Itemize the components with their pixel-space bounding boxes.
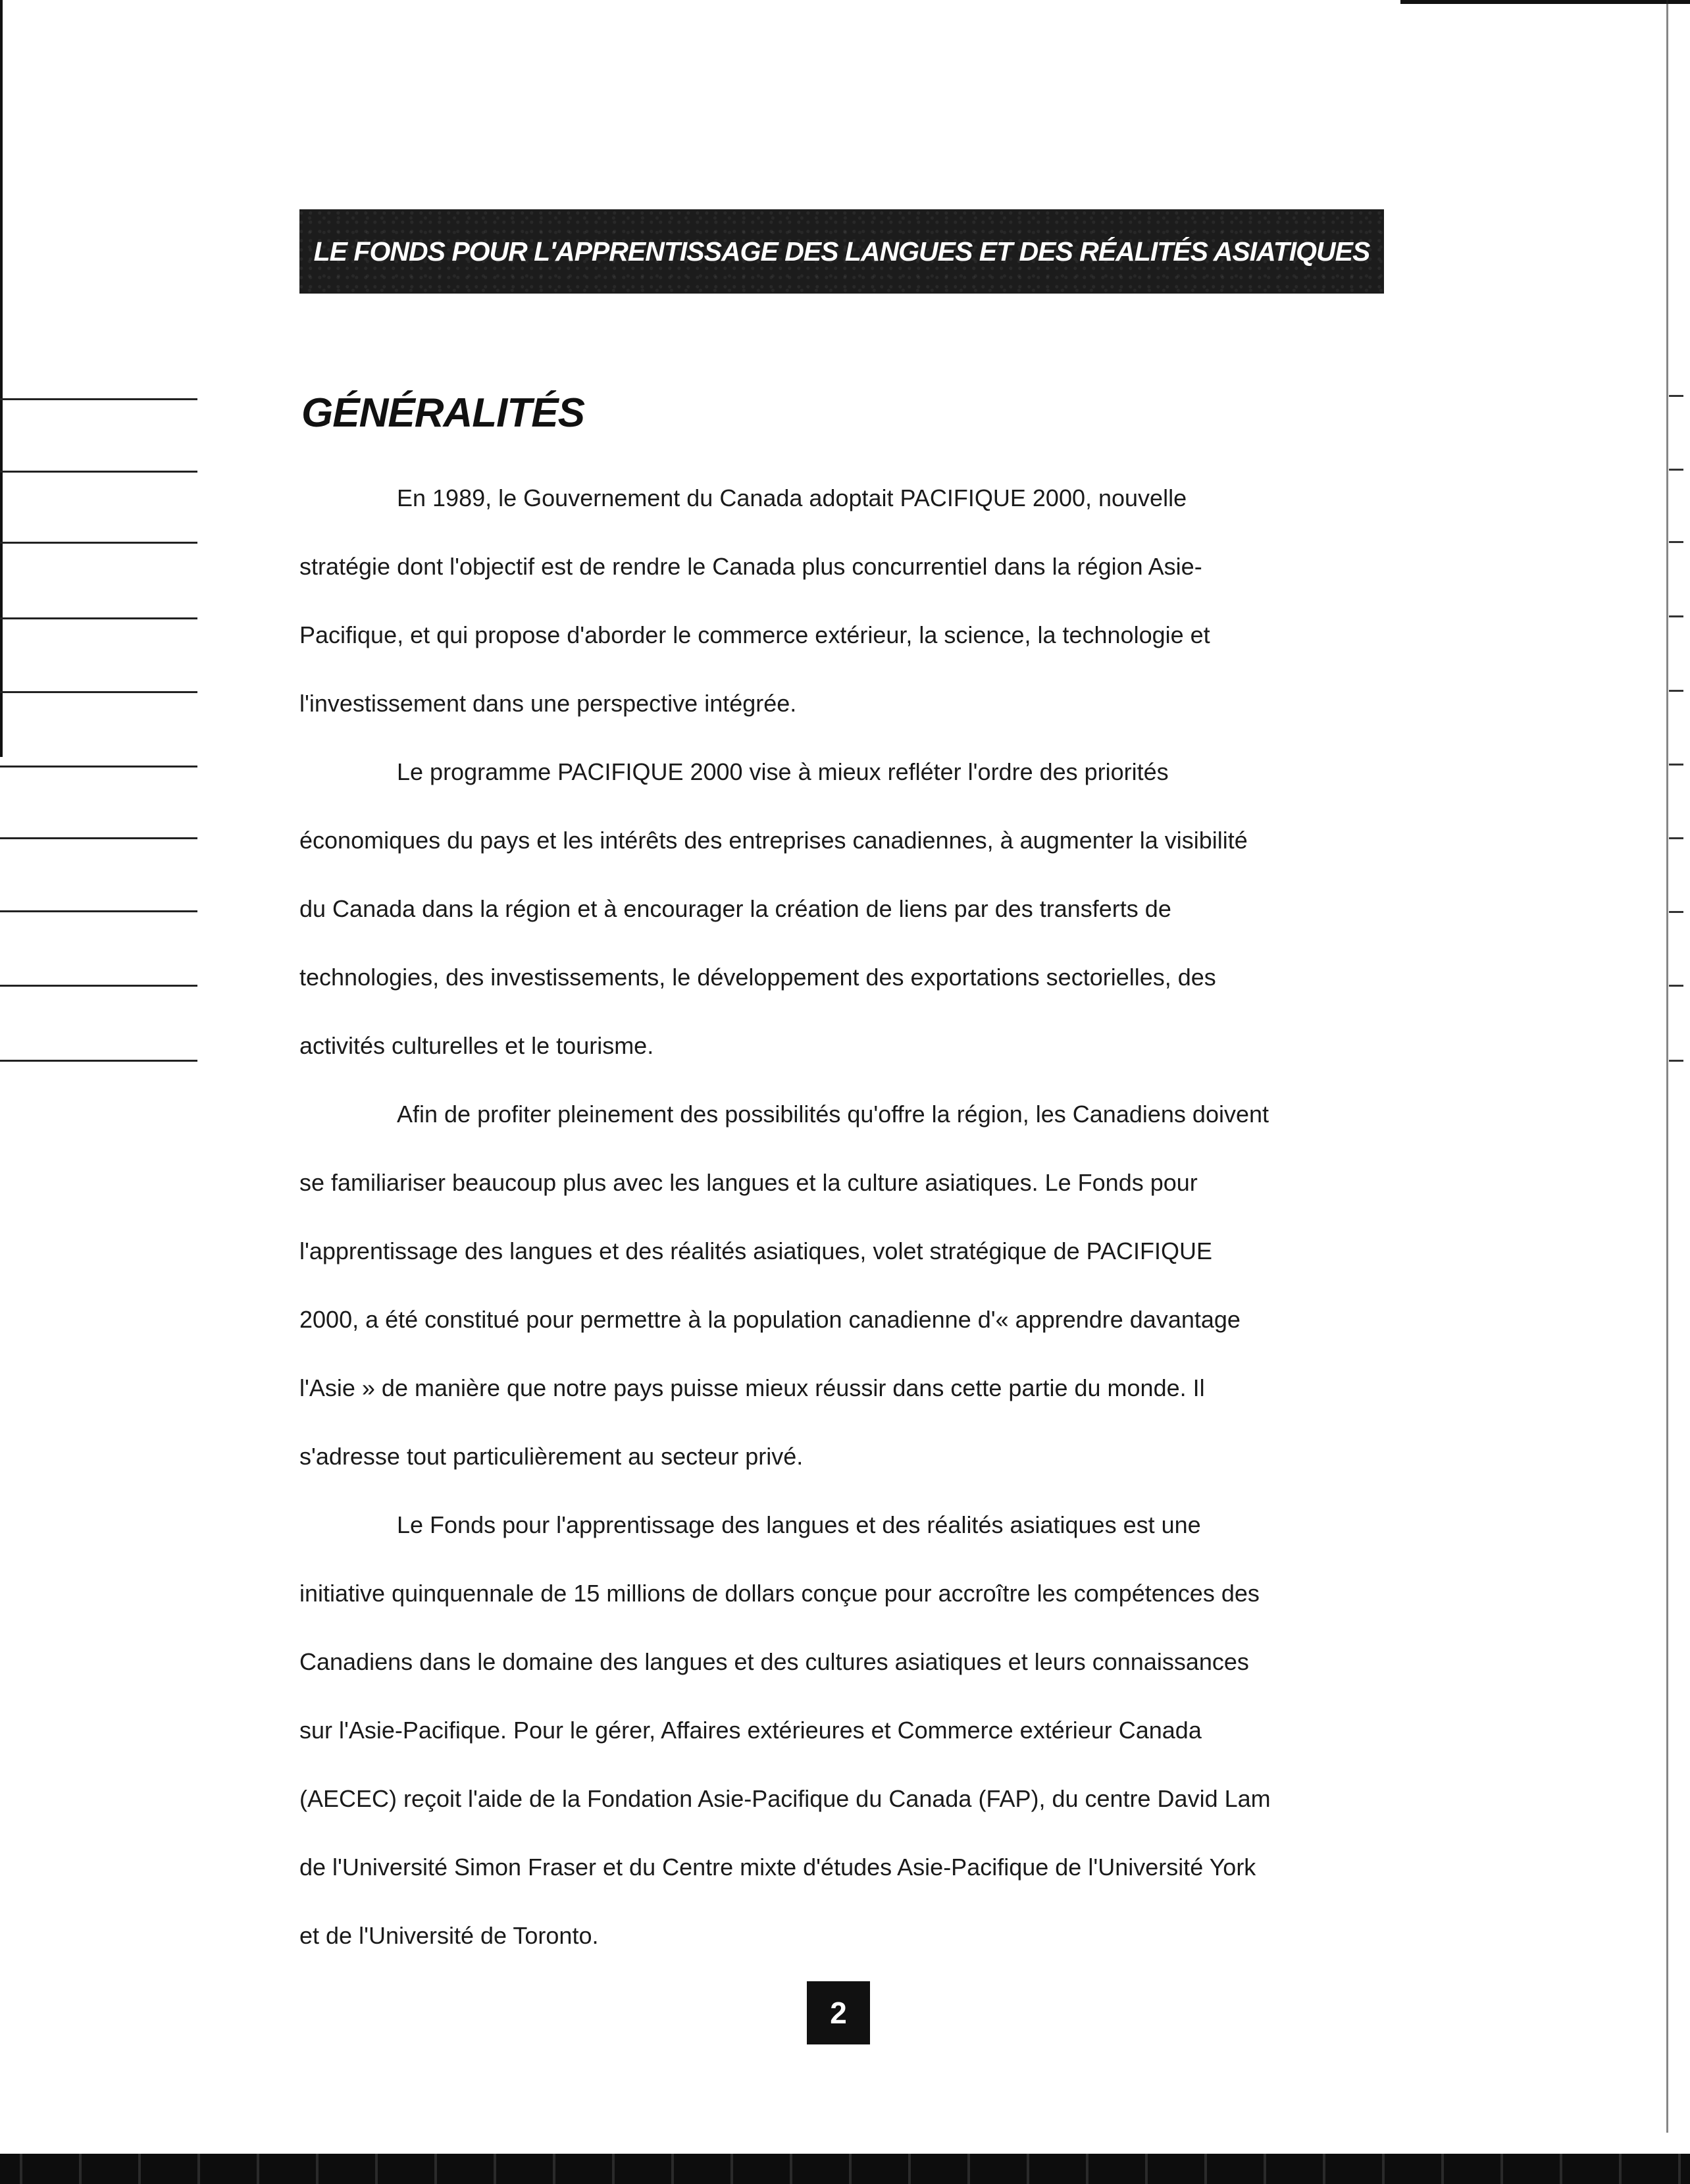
paragraph — [299, 464, 1385, 738]
text-line: technologies, des investissements, le développement des exportations sectorielles, des — [299, 964, 1216, 991]
scan-edge-top — [1400, 0, 1690, 4]
text-line: sur l'Asie-Pacifique. Pour le gérer, Affaires extérieures et Commerce extérieur Canada — [299, 1717, 1202, 1744]
margin-rule — [0, 837, 197, 839]
text-line: (AECEC) reçoit l'aide de la Fondation Asie-Pacifique du Canada (FAP), du centre David Lam — [299, 1785, 1271, 1812]
text-line: et de l'Université de Toronto. — [299, 1922, 599, 1949]
section-heading: GÉNÉRALITÉS — [301, 390, 584, 436]
margin-tick — [1669, 615, 1683, 617]
margin-tick — [1669, 764, 1683, 766]
margin-rule — [0, 691, 197, 693]
text-line: Afin de profiter pleinement des possibilités qu'offre la région, les Canadiens doivent — [397, 1101, 1269, 1128]
paragraph — [299, 1491, 1385, 1970]
margin-rule — [0, 398, 197, 400]
text-line: Le programme PACIFIQUE 2000 vise à mieux refléter l'ordre des priorités — [397, 758, 1169, 785]
scan-edge-bottom — [0, 2154, 1690, 2184]
text-line: Canadiens dans le domaine des langues et des cultures asiatiques et leurs connaissances — [299, 1648, 1249, 1675]
margin-tick — [1669, 985, 1683, 987]
margin-rule — [0, 542, 197, 544]
margin-tick — [1669, 690, 1683, 692]
text-line: l'Asie » de manière que notre pays puisse mieux réussir dans cette partie du monde. Il — [299, 1374, 1205, 1401]
margin-rule — [0, 766, 197, 767]
margin-rule — [0, 985, 197, 987]
margin-rule — [0, 1060, 197, 1062]
text-line: activités culturelles et le tourisme. — [299, 1032, 654, 1059]
margin-tick — [1669, 541, 1683, 543]
scan-edge-left — [0, 0, 3, 757]
text-line: 2000, a été constitué pour permettre à la population canadienne d'« apprendre davantage — [299, 1306, 1241, 1333]
text-line: initiative quinquennale de 15 millions de dollars conçue pour accroître les compétences des — [299, 1580, 1260, 1607]
text-line: l'apprentissage des langues et des réalités asiatiques, volet stratégique de PACIFIQUE — [299, 1237, 1212, 1264]
text-line: s'adresse tout particulièrement au secteur privé. — [299, 1443, 804, 1470]
scan-edge-right — [1666, 0, 1668, 2133]
text-line: se familiariser beaucoup plus avec les langues et la culture asiatiques. Le Fonds pour — [299, 1169, 1198, 1196]
margin-rule — [0, 471, 197, 473]
margin-tick — [1669, 1060, 1683, 1062]
text-line: stratégie dont l'objectif est de rendre le Canada plus concurrentiel dans la région Asie- — [299, 553, 1202, 580]
margin-tick — [1669, 911, 1683, 913]
margin-tick — [1669, 469, 1683, 471]
text-line: du Canada dans la région et à encourager la création de liens par des transferts de — [299, 895, 1171, 922]
text-line: En 1989, le Gouvernement du Canada adoptait PACIFIQUE 2000, nouvelle — [397, 484, 1187, 511]
text-line: Le Fonds pour l'apprentissage des langues et des réalités asiatiques est une — [397, 1511, 1201, 1538]
paragraph — [299, 738, 1385, 1080]
margin-tick — [1669, 395, 1683, 397]
text-line: de l'Université Simon Fraser et du Centre mixte d'études Asie-Pacifique de l'Université York — [299, 1854, 1256, 1881]
text-line: Pacifique, et qui propose d'aborder le commerce extérieur, la science, la technologie et — [299, 621, 1210, 648]
text-line: l'investissement dans une perspective intégrée. — [299, 690, 797, 717]
body-text — [299, 464, 1385, 1970]
paragraph — [299, 1080, 1385, 1491]
margin-tick — [1669, 837, 1683, 839]
margin-rule — [0, 617, 197, 619]
header-title: LE FONDS POUR L'APPRENTISSAGE DES LANGUES ET DES RÉALITÉS ASIATIQUES — [313, 236, 1370, 267]
text-line: économiques du pays et les intérêts des entreprises canadiennes, à augmenter la visibilité — [299, 827, 1248, 854]
header-banner — [299, 209, 1384, 294]
page-number: 2 — [807, 1981, 870, 2044]
margin-rule — [0, 910, 197, 912]
